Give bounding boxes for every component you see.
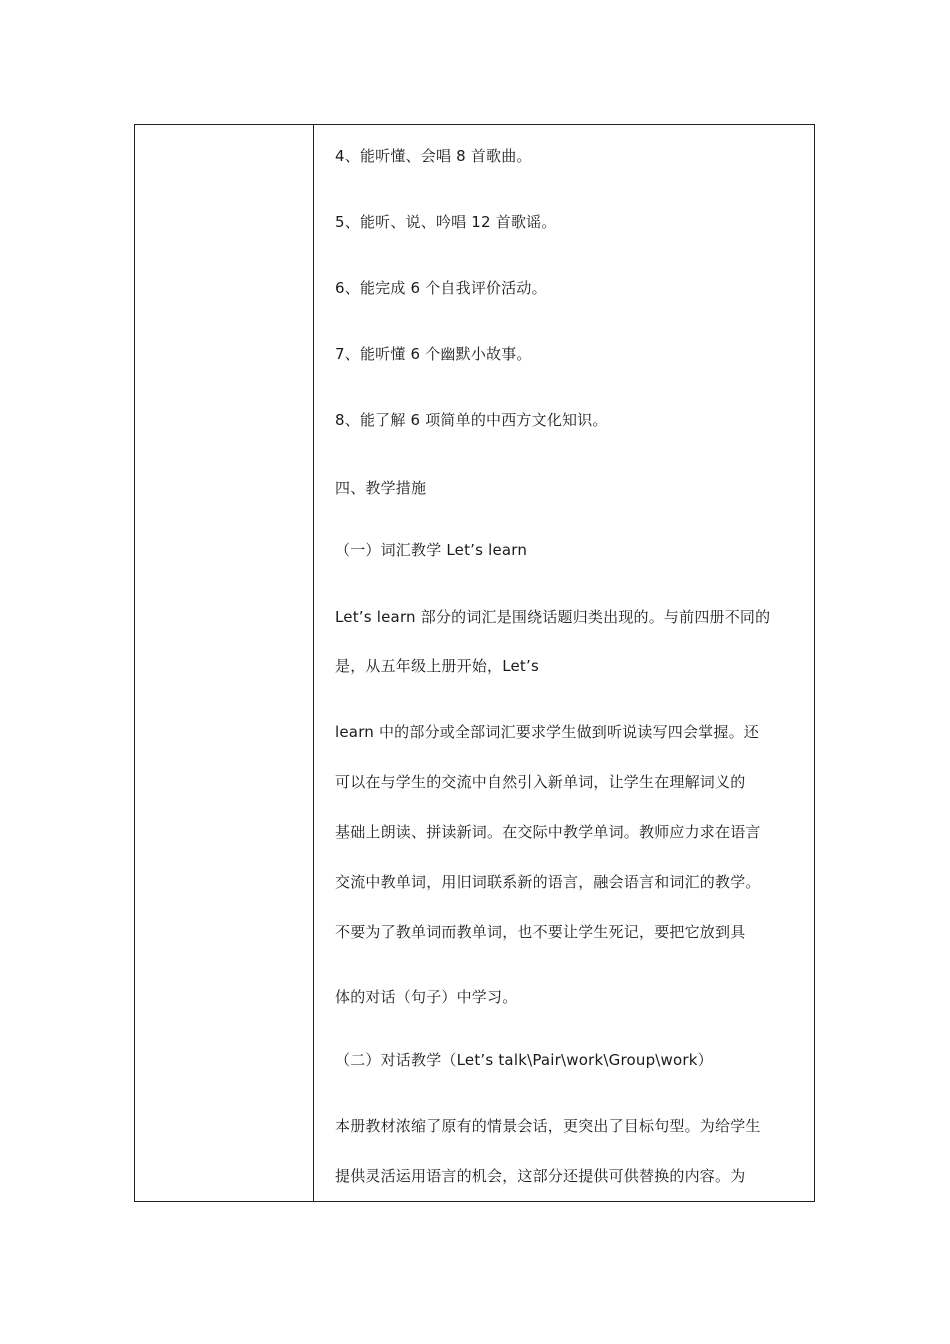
subsection-heading-vocabulary: （一）词汇教学 Let’s learn	[335, 541, 528, 559]
paragraph-line: 基础上朗读、拼读新词。在交际中教学单词。教师应力求在语言	[335, 823, 761, 841]
goal-item-5: 5、能听、说、吟唱 12 首歌谣。	[335, 213, 557, 231]
paragraph-line: 不要为了教单词而教单词，也不要让学生死记，要把它放到具	[335, 923, 746, 941]
paragraph-line: learn 中的部分或全部词汇要求学生做到听说读写四会掌握。还	[335, 723, 759, 741]
document-table	[134, 124, 815, 1202]
goal-item-4: 4、能听懂、会唱 8 首歌曲。	[335, 147, 532, 165]
subsection-heading-dialogue: （二）对话教学（Let’s talk\Pair\work\Group\work）	[335, 1051, 713, 1069]
paragraph-line: 是，从五年级上册开始，Let’s	[335, 657, 539, 675]
goal-item-8: 8、能了解 6 项简单的中西方文化知识。	[335, 411, 608, 429]
section-heading: 四、教学措施	[335, 479, 427, 497]
paragraph-line: 体的对话（句子）中学习。	[335, 988, 518, 1006]
goal-item-6: 6、能完成 6 个自我评价活动。	[335, 279, 547, 297]
column-divider	[313, 125, 314, 1201]
paragraph-line: 本册教材浓缩了原有的情景会话，更突出了目标句型。为给学生	[335, 1117, 761, 1135]
paragraph-line: 提供灵活运用语言的机会，这部分还提供可供替换的内容。为	[335, 1167, 746, 1185]
paragraph-line: Let’s learn 部分的词汇是围绕话题归类出现的。与前四册不同的	[335, 608, 771, 626]
paragraph-line: 交流中教单词，用旧词联系新的语言，融会语言和词汇的教学。	[335, 873, 761, 891]
paragraph-line: 可以在与学生的交流中自然引入新单词，让学生在理解词义的	[335, 773, 746, 791]
goal-item-7: 7、能听懂 6 个幽默小故事。	[335, 345, 532, 363]
